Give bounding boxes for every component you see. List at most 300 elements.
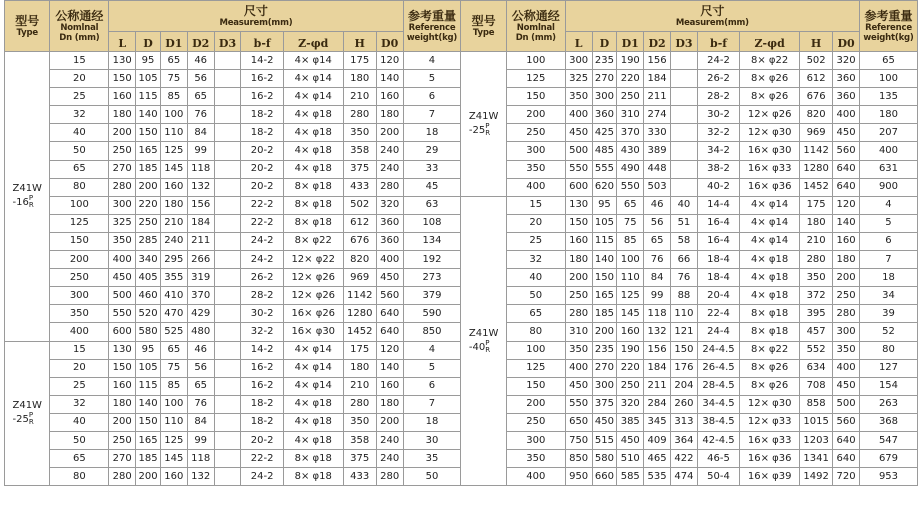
dimension-cell: 1015 <box>800 413 833 431</box>
dn-cell: 80 <box>506 323 565 341</box>
dimension-cell: 319 <box>187 269 214 287</box>
dimension-cell: 500 <box>109 287 136 305</box>
dimension-cell: 180 <box>833 251 860 269</box>
dimension-cell: 84 <box>644 269 671 287</box>
weight-header-en2: weight(kg) <box>406 32 458 43</box>
dimension-cell: 160 <box>617 323 644 341</box>
weight-cell: 6 <box>403 88 461 106</box>
weight-cell: 35 <box>403 450 461 468</box>
dimension-cell: 640 <box>833 160 860 178</box>
dimension-cell: 140 <box>376 70 403 88</box>
col-header-zd-right <box>740 32 800 52</box>
dimension-cell: 480 <box>187 323 214 341</box>
dimension-cell: 310 <box>565 323 592 341</box>
dimension-cell: 100 <box>160 106 187 124</box>
dimension-cell: 640 <box>376 305 403 323</box>
dimension-cell: 28-4.5 <box>697 377 739 395</box>
weight-cell: 6 <box>859 232 917 250</box>
dimension-cell: 4× φ14 <box>283 70 343 88</box>
dimension-cell: 95 <box>136 341 161 359</box>
dn-cell: 250 <box>506 124 565 142</box>
dn-cell: 200 <box>506 106 565 124</box>
weight-cell: 39 <box>859 305 917 323</box>
col-header-bf <box>241 32 283 52</box>
dimension-cell: 99 <box>187 142 214 160</box>
dimension-cell: 204 <box>671 377 698 395</box>
dimension-cell: 400 <box>833 106 860 124</box>
dimension-cell: 485 <box>592 142 617 160</box>
dimension-cell: 355 <box>160 269 187 287</box>
model-label <box>12 183 41 209</box>
dimension-cell: 160 <box>376 377 403 395</box>
weight-cell: 134 <box>403 232 461 250</box>
dimension-cell: 12× φ22 <box>283 251 343 269</box>
dimension-cell: 130 <box>109 52 136 70</box>
dimension-cell: 200 <box>136 468 161 486</box>
model-cell <box>461 196 506 486</box>
dimension-cell: 32-2 <box>241 323 283 341</box>
dimension-cell: 280 <box>109 178 136 196</box>
dimension-cell: 76 <box>187 395 214 413</box>
dimension-cell <box>214 305 241 323</box>
dimension-cell: 38-2 <box>697 160 739 178</box>
dimension-cell <box>214 359 241 377</box>
col-header-h-right <box>800 32 833 52</box>
dimension-cell <box>214 88 241 106</box>
dn-cell: 25 <box>50 88 109 106</box>
dimension-cell: 120 <box>376 52 403 70</box>
model-suffix-r: R <box>485 128 491 137</box>
dimension-cell: 8× φ26 <box>740 377 800 395</box>
dimension-cell: 125 <box>160 142 187 160</box>
dimension-cell: 640 <box>833 450 860 468</box>
dimension-cell: 185 <box>592 305 617 323</box>
dn-header-en2: Dn (mm) <box>59 32 100 43</box>
col-header-label: Z-φd <box>754 37 785 50</box>
dimension-cell: 190 <box>617 341 644 359</box>
col-header-l <box>109 32 136 52</box>
dimension-cell: 76 <box>644 251 671 269</box>
dimension-cell: 160 <box>565 232 592 250</box>
dimension-cell: 560 <box>833 413 860 431</box>
col-header-d0-right <box>833 32 860 52</box>
col-header-label: D1 <box>621 37 639 50</box>
dimension-cell: 550 <box>617 178 644 196</box>
dimension-cell: 85 <box>617 232 644 250</box>
weight-cell: 80 <box>859 341 917 359</box>
dimension-cell: 8× φ26 <box>740 359 800 377</box>
dimension-cell: 115 <box>592 232 617 250</box>
dimension-cell: 76 <box>187 106 214 124</box>
dimension-cell: 270 <box>592 359 617 377</box>
type-header-right-en: Type <box>472 27 495 38</box>
dimension-cell: 99 <box>187 431 214 449</box>
dimension-cell: 4× φ18 <box>283 431 343 449</box>
dimension-cell: 95 <box>136 52 161 70</box>
weight-header-right-en1: Reference <box>865 22 912 33</box>
dimension-cell: 8× φ18 <box>740 305 800 323</box>
dimension-cell: 180 <box>376 395 403 413</box>
dimension-cell: 550 <box>565 395 592 413</box>
col-header-label: D2 <box>648 37 666 50</box>
weight-cell: 127 <box>859 359 917 377</box>
weight-cell: 192 <box>403 251 461 269</box>
dimension-cell: 56 <box>187 359 214 377</box>
dimension-cell: 85 <box>160 377 187 395</box>
dimension-cell: 1452 <box>800 178 833 196</box>
dimension-cell: 8× φ18 <box>283 214 343 232</box>
weight-cell: 7 <box>859 251 917 269</box>
valve-spec-table <box>4 0 918 486</box>
dimension-cell: 8× φ18 <box>283 196 343 214</box>
dimension-cell: 345 <box>644 413 671 431</box>
dimension-cell: 360 <box>592 106 617 124</box>
dimension-cell: 8× φ18 <box>283 450 343 468</box>
dimension-cell: 65 <box>617 196 644 214</box>
dimension-cell <box>671 160 698 178</box>
dimension-cell <box>214 142 241 160</box>
dimension-cell: 140 <box>833 214 860 232</box>
dimension-cell: 16-2 <box>241 88 283 106</box>
dimension-cell: 1452 <box>343 323 376 341</box>
dimension-cell: 180 <box>109 395 136 413</box>
model-pressure: -25 <box>12 414 29 426</box>
dimension-cell: 450 <box>592 413 617 431</box>
dimension-cell <box>671 124 698 142</box>
dimension-cell <box>214 52 241 70</box>
dimension-cell <box>671 106 698 124</box>
model-suffix-r: R <box>485 346 491 354</box>
dimension-cell: 20-2 <box>241 160 283 178</box>
dimension-cell: 145 <box>160 450 187 468</box>
weight-cell: 34 <box>859 287 917 305</box>
dn-cell: 150 <box>506 377 565 395</box>
weight-cell: 63 <box>403 196 461 214</box>
col-header-l-right <box>565 32 592 52</box>
dn-cell: 15 <box>506 196 565 214</box>
dn-cell: 125 <box>506 359 565 377</box>
dimension-cell: 180 <box>376 106 403 124</box>
dimension-cell: 40 <box>671 196 698 214</box>
dimension-cell: 12× φ26 <box>283 269 343 287</box>
dimension-cell: 350 <box>833 341 860 359</box>
dimension-cell: 88 <box>671 287 698 305</box>
col-header-d <box>136 32 161 52</box>
dn-cell: 125 <box>506 70 565 88</box>
dimension-cell: 1492 <box>800 468 833 486</box>
dimension-cell: 280 <box>343 395 376 413</box>
dimension-cell: 160 <box>160 468 187 486</box>
dimension-cell: 184 <box>644 359 671 377</box>
dimension-cell <box>671 88 698 106</box>
dimension-cell: 1280 <box>800 160 833 178</box>
table-header <box>5 1 918 52</box>
dimension-cell: 640 <box>376 323 403 341</box>
dimension-cell <box>214 341 241 359</box>
col-header-label: H <box>810 37 822 50</box>
dimension-cell: 14-4 <box>697 196 739 214</box>
dimension-cell: 284 <box>644 395 671 413</box>
dimension-cell: 211 <box>644 88 671 106</box>
dimension-cell: 211 <box>644 377 671 395</box>
weight-cell: 30 <box>403 431 461 449</box>
dn-cell: 25 <box>506 232 565 250</box>
dimension-cell: 450 <box>565 377 592 395</box>
dimension-cell: 240 <box>160 232 187 250</box>
dimension-cell: 612 <box>800 70 833 88</box>
dimension-cell: 425 <box>592 124 617 142</box>
dimension-cell: 270 <box>592 70 617 88</box>
dimension-cell: 375 <box>343 450 376 468</box>
weight-cell: 7 <box>403 395 461 413</box>
dimension-cell: 160 <box>833 232 860 250</box>
model-cell <box>461 52 506 197</box>
dimension-cell: 46 <box>187 52 214 70</box>
dimension-cell: 30-2 <box>241 305 283 323</box>
dimension-cell: 24-2 <box>241 232 283 250</box>
dimension-cell: 250 <box>565 287 592 305</box>
model-name: Z41W <box>468 110 499 122</box>
dn-cell: 20 <box>50 70 109 88</box>
dimension-cell: 490 <box>617 160 644 178</box>
dimension-cell: 280 <box>800 251 833 269</box>
dimension-cell: 34-2 <box>697 142 739 160</box>
dimension-cell: 140 <box>136 106 161 124</box>
weight-cell: 400 <box>859 142 917 160</box>
dimension-cell: 160 <box>376 88 403 106</box>
dn-cell: 40 <box>506 269 565 287</box>
dimension-cell: 350 <box>343 413 376 431</box>
dimension-cell: 1203 <box>800 431 833 449</box>
dimension-cell: 200 <box>376 413 403 431</box>
dimension-cell: 42-4.5 <box>697 431 739 449</box>
dimension-cell: 32-2 <box>697 124 739 142</box>
col-header-zd <box>283 32 343 52</box>
dimension-cell: 450 <box>565 124 592 142</box>
dimension-cell: 676 <box>800 88 833 106</box>
dimension-cell: 400 <box>376 251 403 269</box>
dimension-cell: 165 <box>136 431 161 449</box>
dimension-cell <box>671 52 698 70</box>
dimension-cell: 115 <box>136 377 161 395</box>
dimension-cell: 16-4 <box>697 232 739 250</box>
dimension-cell: 422 <box>671 450 698 468</box>
dimension-cell: 389 <box>644 142 671 160</box>
dimension-cell: 585 <box>617 468 644 486</box>
dn-cell: 350 <box>50 305 109 323</box>
model-name: Z41W <box>12 400 42 412</box>
dimension-cell: 560 <box>376 287 403 305</box>
dn-cell: 125 <box>50 214 109 232</box>
dimension-cell: 370 <box>187 287 214 305</box>
dimension-cell: 110 <box>160 124 187 142</box>
dimension-cell: 750 <box>565 431 592 449</box>
table-body <box>5 52 918 486</box>
dimension-cell: 130 <box>109 341 136 359</box>
dimension-cell: 600 <box>109 323 136 341</box>
dn-header-en1: Nomlnal <box>60 22 99 33</box>
dimension-cell <box>214 124 241 142</box>
dn-cell: 65 <box>50 450 109 468</box>
weight-header-right-zh: 参考重量 <box>864 8 913 23</box>
weight-cell: 207 <box>859 124 917 142</box>
dimension-cell: 270 <box>109 450 136 468</box>
dimension-cell: 115 <box>136 88 161 106</box>
size-header-right <box>565 1 859 32</box>
dimension-cell: 1341 <box>800 450 833 468</box>
dimension-cell: 460 <box>136 287 161 305</box>
dimension-cell: 118 <box>187 450 214 468</box>
col-header-d0 <box>376 32 403 52</box>
dimension-cell: 85 <box>160 88 187 106</box>
dn-cell: 50 <box>50 431 109 449</box>
col-header-d3-right <box>671 32 698 52</box>
dn-cell: 20 <box>506 214 565 232</box>
dimension-cell: 400 <box>565 106 592 124</box>
dimension-cell: 325 <box>565 70 592 88</box>
dimension-cell: 12× φ30 <box>740 124 800 142</box>
dimension-cell: 300 <box>109 196 136 214</box>
dimension-cell: 4× φ14 <box>740 196 800 214</box>
dimension-cell: 38-4.5 <box>697 413 739 431</box>
dimension-cell: 500 <box>565 142 592 160</box>
dimension-cell: 22-2 <box>241 214 283 232</box>
dimension-cell: 84 <box>187 124 214 142</box>
dn-cell: 400 <box>506 468 565 486</box>
dn-header-zh: 公称通经 <box>55 8 104 23</box>
dimension-cell: 28-2 <box>241 287 283 305</box>
dimension-cell: 560 <box>833 142 860 160</box>
model-suffix-p: P <box>28 194 34 203</box>
dimension-cell: 65 <box>187 88 214 106</box>
dimension-cell: 210 <box>343 88 376 106</box>
dimension-cell: 120 <box>376 341 403 359</box>
dn-cell: 20 <box>50 359 109 377</box>
dn-cell: 50 <box>50 142 109 160</box>
dimension-cell: 12× φ26 <box>283 287 343 305</box>
dimension-cell <box>214 395 241 413</box>
dimension-cell: 340 <box>136 251 161 269</box>
model-suffix <box>29 412 34 426</box>
dimension-cell: 4× φ18 <box>740 269 800 287</box>
dimension-cell: 385 <box>617 413 644 431</box>
dimension-cell: 16× φ30 <box>740 142 800 160</box>
dn-cell: 200 <box>50 251 109 269</box>
dimension-cell: 30-2 <box>697 106 739 124</box>
dimension-cell: 26-2 <box>697 70 739 88</box>
dimension-cell: 405 <box>136 269 161 287</box>
dimension-cell: 620 <box>592 178 617 196</box>
dimension-cell: 176 <box>671 359 698 377</box>
table-row <box>5 52 918 70</box>
dimension-cell: 650 <box>565 413 592 431</box>
dimension-cell: 14-2 <box>241 341 283 359</box>
dimension-cell: 46 <box>187 341 214 359</box>
dn-header <box>50 1 109 52</box>
dimension-cell: 220 <box>136 196 161 214</box>
col-header-label: D0 <box>381 37 399 50</box>
dimension-cell: 110 <box>160 413 187 431</box>
dn-cell: 32 <box>50 106 109 124</box>
dn-cell: 250 <box>506 413 565 431</box>
dimension-cell: 12× φ26 <box>740 106 800 124</box>
weight-cell: 953 <box>859 468 917 486</box>
dn-cell: 80 <box>50 178 109 196</box>
weight-cell: 5 <box>403 359 461 377</box>
dimension-cell: 280 <box>376 178 403 196</box>
dimension-cell: 1142 <box>343 287 376 305</box>
dimension-cell: 360 <box>376 214 403 232</box>
dimension-cell <box>214 377 241 395</box>
dimension-cell: 185 <box>136 160 161 178</box>
dimension-cell: 100 <box>617 251 644 269</box>
dn-cell: 400 <box>50 323 109 341</box>
dimension-cell: 65 <box>160 341 187 359</box>
dimension-cell: 28-2 <box>697 88 739 106</box>
col-header-label: b-f <box>710 37 728 50</box>
dimension-cell: 200 <box>833 269 860 287</box>
model-suffix <box>29 195 34 209</box>
dimension-cell: 360 <box>833 88 860 106</box>
dimension-cell: 358 <box>343 431 376 449</box>
weight-cell: 4 <box>403 341 461 359</box>
dimension-cell: 150 <box>136 413 161 431</box>
dimension-cell: 210 <box>343 377 376 395</box>
dimension-cell: 433 <box>343 178 376 196</box>
table-row <box>5 196 918 214</box>
dimension-cell: 969 <box>800 124 833 142</box>
dn-cell: 250 <box>50 269 109 287</box>
dimension-cell: 12× φ30 <box>740 395 800 413</box>
model-suffix <box>485 123 490 137</box>
dimension-cell: 285 <box>136 232 161 250</box>
dimension-cell: 4× φ14 <box>740 214 800 232</box>
col-header-d1-right <box>617 32 644 52</box>
weight-cell: 900 <box>859 178 917 196</box>
dimension-cell: 358 <box>343 142 376 160</box>
weight-cell: 65 <box>859 52 917 70</box>
dn-cell: 100 <box>506 341 565 359</box>
dimension-cell: 8× φ22 <box>283 232 343 250</box>
dimension-cell: 46-5 <box>697 450 739 468</box>
dimension-cell: 550 <box>109 305 136 323</box>
model-pressure: -25 <box>468 124 486 136</box>
dimension-cell: 320 <box>833 52 860 70</box>
type-header-right <box>461 1 506 52</box>
dimension-cell: 99 <box>644 287 671 305</box>
col-header-d3 <box>214 32 241 52</box>
dimension-cell: 350 <box>800 269 833 287</box>
col-header-d2-right <box>644 32 671 52</box>
dimension-cell: 200 <box>109 124 136 142</box>
dimension-cell: 24-4.5 <box>697 341 739 359</box>
dimension-cell: 350 <box>565 341 592 359</box>
col-header-label: L <box>118 37 127 50</box>
dimension-cell: 470 <box>160 305 187 323</box>
dimension-cell: 375 <box>592 395 617 413</box>
dimension-cell <box>214 214 241 232</box>
dimension-cell: 4× φ14 <box>283 52 343 70</box>
dn-header-right-en2: Dn (mm) <box>515 32 556 43</box>
dn-cell: 40 <box>50 413 109 431</box>
size-header-right-en: Measurem(mm) <box>675 17 749 28</box>
dimension-cell <box>214 269 241 287</box>
dimension-cell: 266 <box>187 251 214 269</box>
dimension-cell: 295 <box>160 251 187 269</box>
dn-header-right-zh: 公称通经 <box>511 8 560 23</box>
dimension-cell: 20-2 <box>241 178 283 196</box>
dimension-cell: 550 <box>565 160 592 178</box>
